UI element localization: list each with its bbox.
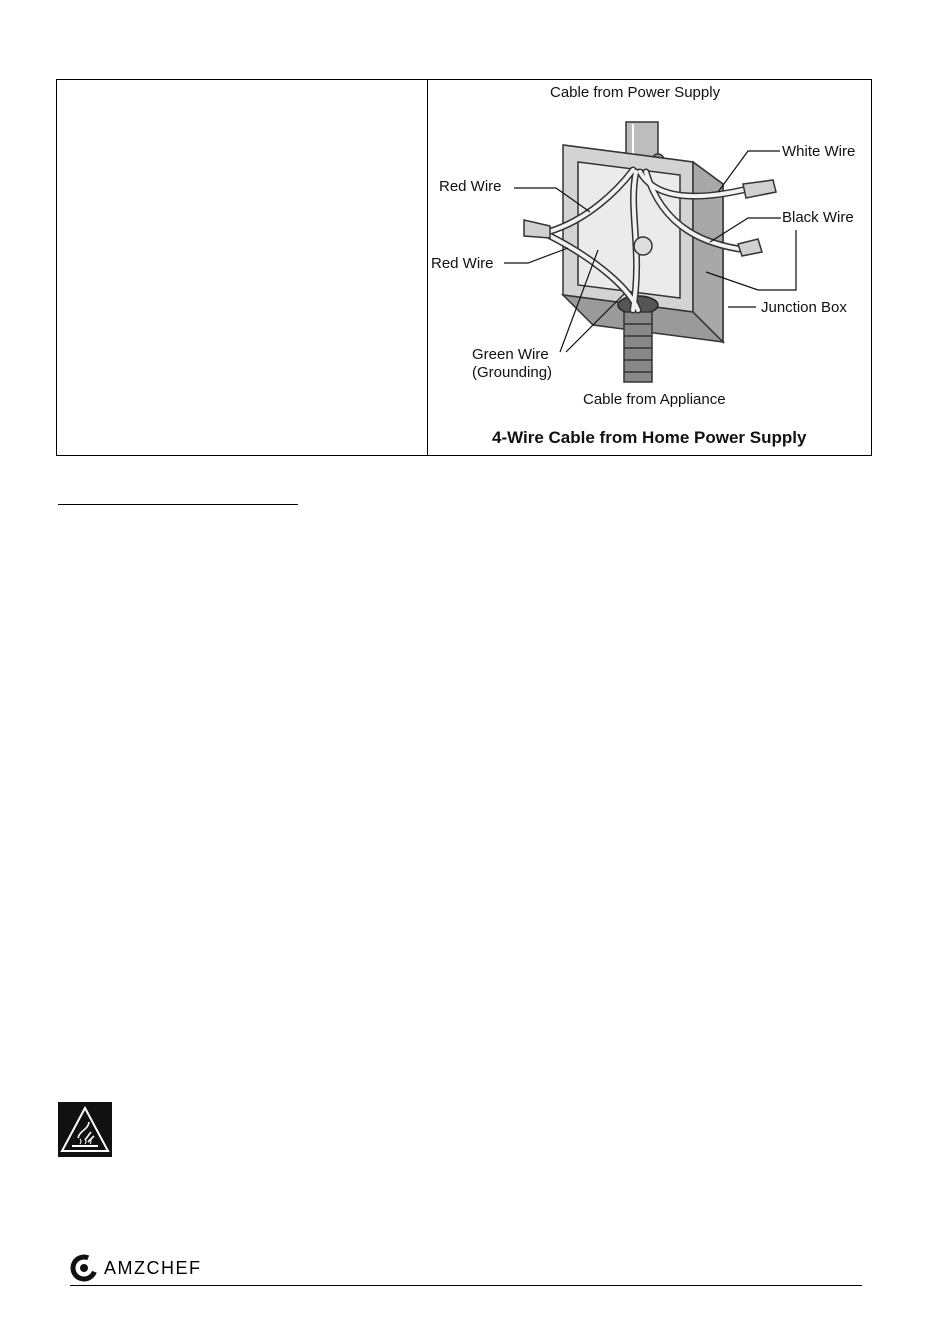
section-heading-underline <box>58 504 298 505</box>
wire-nut-left <box>524 220 550 238</box>
table-right-cell <box>428 80 871 455</box>
grounding-label: (Grounding) <box>472 364 553 381</box>
grounding-screw <box>634 237 652 255</box>
white-wire-label: White Wire <box>782 143 856 160</box>
appliance-conduit <box>624 312 652 382</box>
junction-box-label: Junction Box <box>761 299 847 316</box>
amzchef-logo-icon <box>70 1254 98 1282</box>
footer-logo <box>70 1253 202 1283</box>
footer-divider <box>70 1285 862 1286</box>
wiring-table <box>56 79 872 456</box>
table-left-cell <box>57 80 428 455</box>
hot-surface-warning-icon <box>58 1102 112 1157</box>
junction-box-diagram <box>428 80 874 455</box>
wire-nut-black <box>738 239 762 256</box>
brand-name: AMZCHEF <box>104 1257 202 1278</box>
red-wire-top-label: Red Wire <box>439 178 502 195</box>
cable-appliance-label: Cable from Appliance <box>583 391 726 408</box>
wire-nut-white <box>743 180 776 198</box>
red-wire-left-label: Red Wire <box>431 255 494 272</box>
green-wire-label: Green Wire <box>472 346 549 363</box>
cable-power-label: Cable from Power Supply <box>550 84 721 101</box>
diagram-caption: 4-Wire Cable from Home Power Supply <box>492 428 807 447</box>
black-wire-label: Black Wire <box>782 209 854 226</box>
